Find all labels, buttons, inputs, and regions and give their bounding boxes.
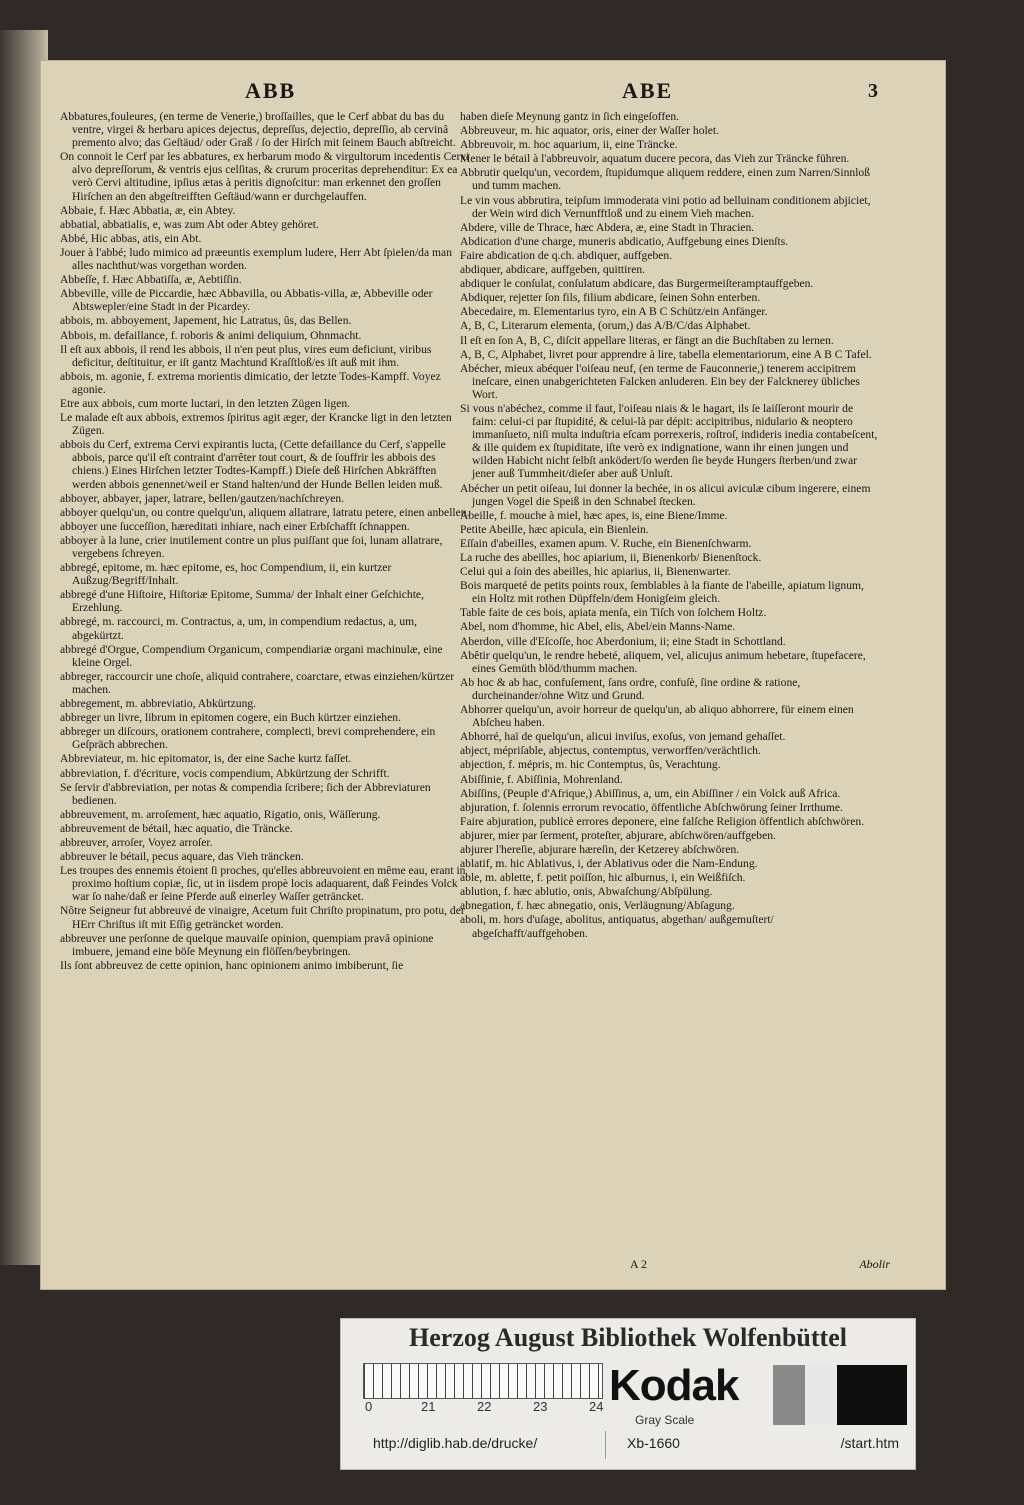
dictionary-entry: Faire abdication de q.ch. abdiquer, auffgeben.	[460, 248, 673, 262]
dictionary-entry: abbreuvement, m. arroſement, hæc aquatio, Rigatio, onis, Wäſſerung.	[60, 807, 381, 821]
library-url: http://diglib.hab.de/drucke/	[373, 1435, 538, 1451]
dictionary-entry: Celui qui a ſoin des abeilles, hic apiarius, ii, Bienenwarter.	[460, 565, 731, 579]
dictionary-entry: Abbatures,fouleures, (en terme de Venerie,) broſſailles, que le Cerf abbat du bas du ventre, virgei & herbaru apices dejectus, depreſſus, dejectio, depreſſio, ab cervinâ premento alvo; das Geſtäud/ oder Graß / ſo der Hirſch mit ſeinem Bauch abſtreicht.	[60, 110, 456, 150]
dictionary-entry: Abdiquer, rejetter ſon fils, filium abdicare, ſeinen Sohn enterben.	[460, 291, 761, 305]
scale-ruler	[363, 1363, 603, 1399]
dictionary-entry: Abbreuvoir, m. hoc aquarium, ii, eine Träncke.	[460, 138, 678, 152]
dictionary-entry: Nôtre Seigneur fut abbreuvé de vinaigre, Acetum fuit Chriſto propinatum, pro potu, der HErr Chriſtus iſt mit Eſſig geträncket worden.	[60, 904, 465, 931]
shelfmark: Xb-1660	[627, 1435, 680, 1451]
dictionary-entry: Le malade eſt aux abbois, extremos ſpiritus agit æger, der Krancke ligt in den letzten Zügen.	[60, 411, 452, 438]
dictionary-entry: abbreger, raccourcir une choſe, aliquid contrahere, coarctare, etwas einziehen/kürtzer machen.	[60, 669, 455, 696]
dictionary-entry: abbreuvement de bétail, hæc aquatio, die Träncke.	[60, 821, 293, 835]
dictionary-entry: abjection, f. mépris, m. hic Contemptus, ûs, Verachtung.	[460, 758, 721, 772]
dictionary-entry: abbreuver, arroſer, Voyez arroſer.	[60, 835, 213, 849]
left-column	[60, 110, 470, 973]
dictionary-entry: Abbreuveur, m. hic aquator, oris, einer der Waſſer holet.	[460, 124, 720, 138]
running-head-left: ABB	[245, 78, 297, 103]
dictionary-entry: Abbreviateur, m. hic epitomator, is, der eine Sache kurtz faſſet.	[60, 752, 352, 766]
dictionary-entry: Bois marqueté de petits points roux, ſemblables à la fiante de l'abeille, apiatum lignum, ein Holtz mit rothen Düpffeln/dem Honigſeim gleich.	[460, 579, 864, 606]
dictionary-entry: Abdere, ville de Thrace, hæc Abdera, æ, eine Stadt in Thracien.	[460, 220, 755, 234]
dictionary-entry: Abbé, Hic abbas, atis, ein Abt.	[60, 231, 202, 245]
ruler-number: 24	[589, 1399, 604, 1414]
dictionary-entry: Mener le bétail à l'abbreuvoir, aquatum ducere pecora, das Vieh zur Träncke führen.	[460, 152, 850, 166]
dictionary-entry: Se ſervir d'abbreviation, per notas & compendia ſcribere; ſich der Abbreviaturen bedienen.	[60, 780, 431, 807]
black-swatch	[837, 1365, 907, 1425]
dictionary-entry: Aberdon, ville d'Eſcoſſe, hoc Aberdonium, ii; eine Stadt in Schottland.	[460, 634, 786, 648]
dictionary-entry: abbregement, m. abbreviatio, Abkürtzung.	[60, 697, 257, 711]
dictionary-entry: abbois, m. abboyement, Japement, hic Latratus, ûs, das Bellen.	[60, 314, 352, 328]
dictionary-entry: abbregé d'Orgue, Compendium Organicum, compendiariæ organi machinulæ, eine kleine Orgel.	[60, 642, 443, 669]
right-column	[460, 110, 880, 941]
dictionary-entry: abboyer à la lune, crier inutilement contre un plus puiſſant que ſoi, lunam allatrare, vergebens ſchreyen.	[60, 533, 443, 560]
dictionary-entry: Il eſt en ſon A, B, C, diſcit appellare literas, er fängt an die Buchſtaben zu lernen.	[460, 333, 834, 347]
dictionary-entry: abbreger un livre, librum in epitomen cogere, ein Buch kürtzer einziehen.	[60, 711, 401, 725]
catchword: Abolir	[859, 1257, 890, 1271]
page-number: 3	[868, 80, 878, 102]
dictionary-entry: Abiſſinie, f. Abiſſinia, Mohrenland.	[460, 772, 623, 786]
ruler-number: 0	[365, 1399, 373, 1414]
dictionary-entry: abbreger un diſcours, orationem contrahere, complecti, brevi comprehendere, ein Geſpräch abbrechen.	[60, 725, 436, 752]
dictionary-entry: Abiſſins, (Peuple d'Afrique,) Abiſſinus, a, um, ein Abiſſiner / ein Volck auß Africa.	[460, 786, 841, 800]
dictionary-entry: Eſſain d'abeilles, examen apum. V. Ruche, ein Bienenſchwarm.	[460, 536, 752, 550]
dictionary-entry: abboyer, abbayer, japer, latrare, bellen/gautzen/nachſchreyen.	[60, 491, 345, 505]
dictionary-entry: A, B, C, Literarum elementa, (orum,) das A/B/C/das Alphabet.	[460, 319, 751, 333]
dictionary-entry: Abêtir quelqu'un, le rendre hebeté, aliquem, vel, alicujus animum hebetare, ſtupefacere, eines Gemüth blöd/thumm machen.	[460, 648, 866, 675]
dictionary-entry: abjurer l'hereſie, abjurare hæreſin, der Ketzerey abſchwören.	[460, 842, 740, 856]
dictionary-entry: Il eſt aux abbois, il rend les abbois, il n'en peut plus, vires eum deficiunt, viribus deficitur, deſtituitur, er iſt gantz Machtund Kraſſtloß/es iſt auß mit ihm.	[60, 342, 432, 369]
dictionary-entry: La ruche des abeilles, hoc apiarium, ii, Bienenkorb/ Bienenſtock.	[460, 551, 762, 564]
dictionary-entry: Abel, nom d'homme, hic Abel, elis, Abel/ein Manns-Name.	[460, 620, 736, 634]
dictionary-entry: Abecedaire, m. Elementarius tyro, ein A B C Schütz/ein Anfänger.	[460, 305, 768, 319]
dictionary-entry: able, m. ablette, f. petit poiſſon, hic alburnus, i, ein Weißfiſch.	[460, 871, 746, 885]
dictionary-entry: abbreuver le bétail, pecus aquare, das Vieh träncken.	[60, 850, 304, 864]
dictionary-entry: Ab hoc & ab hac, confuſement, ſans ordre, confuſè, ſine ordine & ratione, durcheinander/ohne Witz und Grund.	[460, 675, 801, 702]
ruler-number: 22	[477, 1399, 492, 1414]
dictionary-entry: abboyer quelqu'un, ou contre quelqu'un, aliquem allatrare, latratu petere, einen anbellen.	[60, 505, 470, 519]
dictionary-entry: Les troupes des ennemis étoient ſi proches, qu'elles abbreuvoient en même eau, erant in proximo hoſtium copiæ, ſic, ut in iisdem propè locis adaquarent, daß Feindes Volck war ſo nahe/daß er ſeine Pferde auß einerley Waſſer geträncket.	[60, 864, 466, 904]
dictionary-entry: Si vous n'abéchez, comme il faut, l'oiſeau niais & le hagart, ils ſe laiſſeront mourir de faim: celui-ci par ſtupidité, & celui-là par dépit: accipitribus, nidulario & neoptero immanſueto, niſi multa induſtria eſcam porrexeris, roſtroſ, indideris inedia contabeſcent, & ille quidem ex ſtupiditate, iſte verò ex indignatione, wann ihr einen jungen und wilden Habicht nicht ſelbſt anködert/ſo werden ſie beyde Hungers ſterben/und zwar jener auß Tummheit/dieſer aber auß Unluſt.	[460, 401, 878, 481]
dictionary-entry: abdiquer le conſulat, conſulatum abdicare, das Burgermeiſteramptauffgeben.	[460, 277, 814, 291]
library-title: Herzog August Bibliothek Wolfenbüttel	[409, 1323, 847, 1352]
dictionary-entry: abboyer une ſucceſſion, hæreditati inhiare, nach einer Erbſchafft ſchnappen.	[60, 519, 410, 533]
dictionary-entry: A, B, C, Alphabet, livret pour apprendre à lire, tabella elementariorum, eine A B C Tafel.	[460, 347, 872, 361]
gray-scale-label: Gray Scale	[635, 1413, 695, 1427]
ruler-number: 23	[533, 1399, 548, 1414]
dictionary-entry: Abdication d'une charge, muneris abdicatio, Auffgebung eines Dienſts.	[460, 234, 789, 248]
dictionary-entry: haben dieſe Meynung gantz in ſich eingeſoffen.	[460, 110, 680, 123]
white-swatch	[805, 1365, 837, 1425]
dictionary-entry: abjurer, mier par ſerment, proteſter, abjurare, abſchwören/auffgeben.	[460, 828, 776, 842]
dictionary-entry: Abécher, mieux abéquer l'oiſeau neuf, (en terme de Fauconnerie,) tenerem accipitrem ineſcare, einen unabgerichteten Falcken anluderen. Ein bey der Falcknerey übliches Wort.	[460, 361, 860, 401]
dictionary-entry: abbreuver une perſonne de quelque mauvaiſe opinion, quempiam pravâ opinione imbuere, jemand eine böſe Meynung ein flöſſen/beybringen.	[60, 931, 434, 958]
dictionary-entry: abbreviation, f. d'écriture, vocis compendium, Abkürtzung der Schrifft.	[60, 766, 390, 780]
dictionary-entry: abject, mépriſable, abjectus, contemptus, verworffen/verächtlich.	[460, 744, 761, 758]
dictionary-entry: Petite Abeille, hæc apicula, ein Bienlein.	[460, 522, 649, 536]
dictionary-entry: abdiquer, abdicare, auffgeben, quittiren.	[460, 263, 646, 277]
start-path: /start.htm	[840, 1435, 899, 1451]
dictionary-page	[40, 60, 946, 1290]
dictionary-entry: Abhorrer quelqu'un, avoir horreur de quelqu'un, ab aliquo abhorrere, für einem einen Abſcheu haben.	[460, 703, 854, 730]
dictionary-entry: On connoit le Cerf par les abbatures, ex herbarum modo & virgultorum incedentis Cervi alvo depreſſorum, & ventris ejus celſitas, & crurum proceritas deprehenditur: Ex ea verò Cervi altitudine, ipſius ætas à peritis dignoſcitur: man erkennet den groſſen Hirſchen an den abgeſtreifften Geſtäud/wann er durchgelauffen.	[60, 150, 470, 203]
library-scan-bar	[340, 1318, 916, 1470]
dictionary-entry: Abécher un petit oiſeau, lui donner la bechée, in os alicui aviculæ cibum ingerere, einem jungen Vogel die Speiß in den Schnabel ſtecken.	[460, 481, 871, 508]
dictionary-entry: Abeille, f. mouche à miel, hæc apes, is, eine Biene/Imme.	[460, 508, 728, 522]
dictionary-entry: aboli, m. hors d'uſage, abolitus, antiquatus, abgethan/ außgemuſtert/ abgeſchafft/auffgehoben.	[460, 913, 774, 940]
gray-swatch	[773, 1365, 805, 1425]
signature-mark: A 2	[630, 1257, 648, 1271]
dictionary-entry: abbatial, abbatialis, e, was zum Abt oder Abtey gehöret.	[60, 217, 319, 231]
running-head-right: ABE	[622, 78, 674, 103]
dictionary-entry: Abbois, m. defaillance, f. roboris & animi deliquium, Ohnmacht.	[60, 328, 362, 342]
kodak-logo: Kodak	[609, 1361, 739, 1410]
dictionary-entry: abnegation, f. hæc abnegatio, onis, Verläugnung/Abſagung.	[460, 899, 735, 913]
dictionary-entry: Abbrutir quelqu'un, vecordem, ſtupidumque aliquem reddere, einen zum Narren/Sinnloß und tumm machen.	[460, 166, 871, 193]
ruler-number: 21	[421, 1399, 436, 1414]
dictionary-entry: Etre aux abbois, cum morte luctari, in den letzten Zügen ligen.	[60, 396, 351, 410]
dictionary-entry: abbregé d'une Hiſtoire, Hiſtoriæ Epitome, Summa/ der Inhalt einer Geſchichte, Erzehlung.	[60, 588, 424, 615]
dictionary-entry: abbregé, epitome, m. hæc epitome, es, hoc Compendium, ii, ein kurtzer Außzug/Begriff/Inhalt.	[60, 561, 392, 588]
dictionary-entry: ablution, f. hæc ablutio, onis, Abwaſchung/Abſpülung.	[460, 885, 713, 899]
dictionary-entry: Abhorré, haï de quelqu'un, alicui inviſus, exoſus, von jemand gehaſſet.	[460, 730, 786, 744]
dictionary-entry: Faire abjuration, publicè errores deponere, eine falſche Religion öffentlich abſchwören.	[460, 814, 865, 828]
dictionary-entry: abbois du Cerf, extrema Cervi expirantis lucta, (Cette defaillance du Cerf, s'appelle abbois, parce qu'il eſt contraint d'arrêter tout court, & de ſouffrir les abbois des chiens.) Eines Hirſchen letzter Todtes-Kampff.) Dieſe deß Hirſchen Abkräfften werden abbois genennet/weil er Stand halten/und der Hunde Bellen leiden muß.	[60, 438, 446, 491]
dictionary-entry: abbregé, m. raccourci, m. Contractus, a, um, in compendium redactus, a, um, abgekürtzt.	[60, 615, 418, 642]
dictionary-entry: Le vin vous abbrutira, teipſum immoderata vini potio ad belluinam conditionem abjiciet, der Wein wird dich Vernunfftloß und zu einem Vieh machen.	[460, 193, 871, 220]
dictionary-entry: Abbaie, f. Hæc Abbatia, æ, ein Abtey.	[60, 203, 236, 217]
dictionary-entry: Jouer à l'abbé; ludo mimico ad præeuntis exemplum ludere, Herr Abt ſpielen/da man alles nachthut/was vorgethan worden.	[60, 245, 452, 273]
dictionary-entry: ablatif, m. hic Ablativus, i, der Ablativus oder die Nam-Endung.	[460, 857, 758, 871]
dictionary-entry: Abbeville, ville de Piccardie, hæc Abbavilla, ou Abbatis-villa, æ, Abbeville oder Abtswepler/eine Stadt in der Picardey.	[60, 287, 433, 314]
dictionary-entry: Abbeſſe, f. Hæc Abbatiſſa, æ, Aebtiſſin.	[60, 273, 242, 287]
dictionary-entry: Ils ſont abbreuvez de cette opinion, hanc opinionem animo imbiberunt, ſie	[60, 958, 404, 972]
dictionary-entry: abbois, m. agonie, f. extrema morientis dimicatio, der letzte Todes-Kampff. Voyez agonie.	[60, 369, 441, 396]
dictionary-entry: abjuration, f. ſolennis errorum revocatio, öffentliche Abſchwörung ſeiner Irrthume.	[460, 800, 843, 814]
separator	[605, 1431, 606, 1459]
dictionary-entry: Table faite de ces bois, apiata menſa, ein Tiſch von ſolchem Holtz.	[460, 606, 767, 620]
